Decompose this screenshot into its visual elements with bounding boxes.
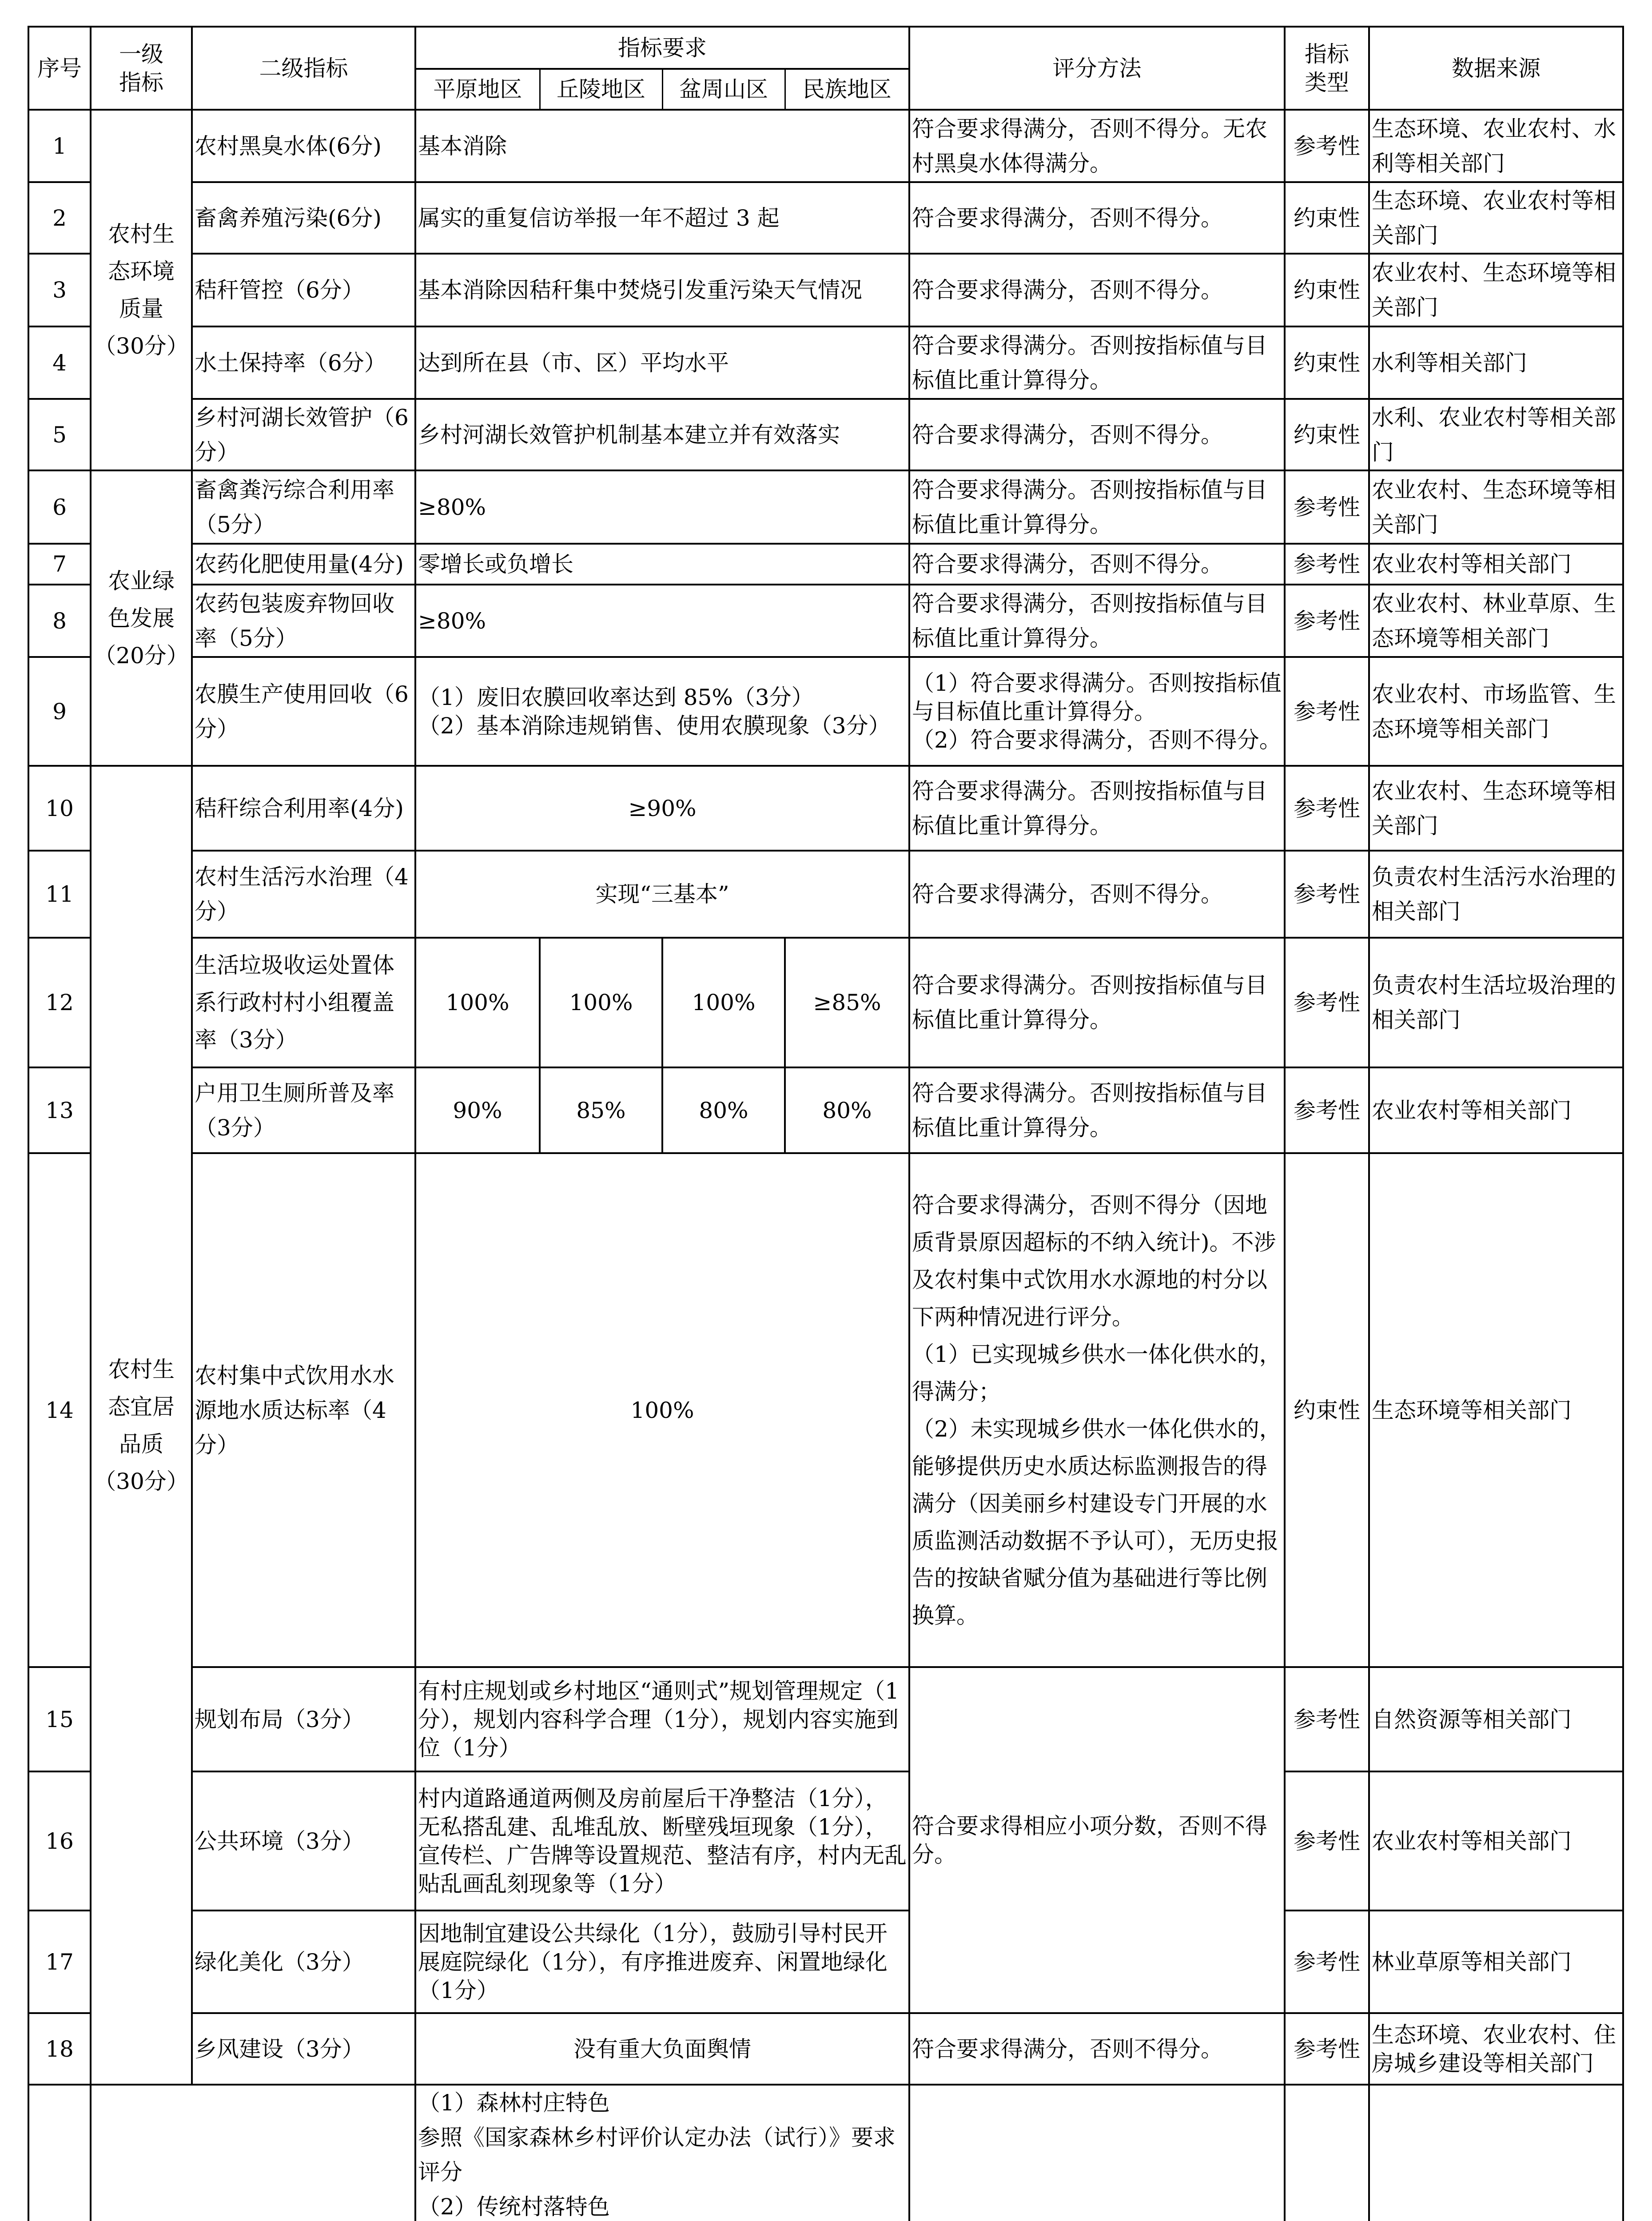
source-cell: 水利等相关部门 [1369,326,1623,399]
table-row [28,326,1623,399]
source-cell: 农业农村、生态环境等相关部门 [1369,254,1623,326]
type-cell: 参考性 [1285,1067,1369,1153]
type-cell: 参考性 [1285,585,1369,657]
table-row [28,544,1623,585]
type-cell: 参考性 [1285,1911,1369,2013]
type-cell: 约束性 [1285,1153,1369,1667]
method-cell: 符合要求得满分，否则不得分。 [909,2013,1285,2085]
row-number: 9 [28,657,91,766]
table-row [28,766,1623,851]
method-cell: 符合要求得满分，否则不得分。 [909,544,1285,585]
type-cell: 约束性 [1285,182,1369,254]
row-number: 12 [28,938,91,1067]
method-cell: 符合要求得满分，否则不得分。 [909,851,1285,938]
method-cell: 符合要求得满分，否则按指标值与目标值比重计算得分。 [909,585,1285,657]
source-cell: 农业农村、市场监管、生态环境等相关部门 [1369,657,1623,766]
requirement-cell: 基本消除 [415,110,909,182]
type-cell: 参考性 [1285,1771,1369,1911]
region-plain-value: 100% [415,938,540,1067]
method-cell: 符合要求得满分，否则不得分。 [909,182,1285,254]
requirement-cell: 有村庄规划或乡村地区“通则式”规划管理规定（1分），规划内容科学合理（1分），规划内容实施到位（1分） [415,1667,909,1771]
indicator-cell: 规划布局（3分） [192,1667,415,1771]
type-cell: 参考性 [1285,470,1369,544]
header-level1: 一级 指标 [91,27,192,110]
region-plain-value: 90% [415,1067,540,1153]
header-seq: 序号 [28,27,91,110]
requirement-cell: 达到所在县（市、区）平均水平 [415,326,909,399]
indicator-cell: 秸秆综合利用率(4分) [192,766,415,851]
source-cell: 林业草原等相关部门 [1369,1911,1623,2013]
type-cell: 参考性 [1285,1667,1369,1771]
row-number: 13 [28,1067,91,1153]
type-cell: 约束性 [1285,399,1369,470]
requirement-cell: 没有重大负面舆情 [415,2013,909,2085]
header-row-1 [28,27,1623,69]
table-row [28,182,1623,254]
indicator-cell: 畜禽粪污综合利用率（5分） [192,470,415,544]
requirement-cell: ≥90% [415,766,909,851]
type-cell: 约束性 [1285,326,1369,399]
table-row [28,2013,1623,2085]
header-region-basin-mountain: 盆周山区 [662,69,785,110]
method-cell: 符合要求得满分。否则按指标值与目标值比重计算得分。 [909,326,1285,399]
group-label: 农村生 态宜居 品质 （30分） [91,766,192,2085]
indicator-cell: 公共环境（3分） [192,1771,415,1911]
source-cell: 农业农村等相关部门 [1369,1067,1623,1153]
requirement-cell: 100% [415,1153,909,1667]
source-cell: 农业农村、生态环境等相关部门 [1369,470,1623,544]
row-number: 16 [28,1771,91,1911]
method-cell: 符合要求得满分。否则按指标值与目标值比重计算得分。 [909,766,1285,851]
type-cell [1285,2085,1369,2221]
row-number: 2 [28,182,91,254]
requirement-cell: 实现“三基本” [415,851,909,938]
source-cell: 农业农村等相关部门 [1369,1771,1623,1911]
region-basin-mountain-value: 100% [662,938,785,1067]
source-cell: 负责农村生活污水治理的相关部门 [1369,851,1623,938]
requirement-cell: 属实的重复信访举报一年不超过 3 起 [415,182,909,254]
requirement-cell: 基本消除因秸秆集中焚烧引发重污染天气情况 [415,254,909,326]
source-cell [1369,2085,1623,2221]
header-requirement: 指标要求 [415,27,909,69]
source-cell: 负责农村生活垃圾治理的相关部门 [1369,938,1623,1067]
source-cell: 生态环境、农业农村、水利等相关部门 [1369,110,1623,182]
indicator-cell: 绿化美化（3分） [192,1911,415,2013]
requirement-cell: 村内道路通道两侧及房前屋后干净整洁（1分），无私搭乱建、乱堆乱放、断壁残垣现象（1分），宣传栏、广告牌等设置规范、整洁有序，村内无乱贴乱画乱刻现象等（1分） [415,1771,909,1911]
source-cell: 农业农村、生态环境等相关部门 [1369,766,1623,851]
row-number: 18 [28,2013,91,2085]
table-row [28,657,1623,766]
type-cell: 参考性 [1285,544,1369,585]
table-row [28,1667,1623,1771]
region-ethnic-value: 80% [785,1067,909,1153]
indicator-cell: 农膜生产使用回收（6分） [192,657,415,766]
source-cell: 生态环境等相关部门 [1369,1153,1623,1667]
table-row [28,2085,1623,2221]
row-number: 10 [28,766,91,851]
group-label: 农村生 态环境 质量 （30分） [91,110,192,470]
header-type: 指标 类型 [1285,27,1369,110]
requirement-cell: （1）森林村庄特色 参照《国家森林乡村评价认定办法（试行）》要求评分 （2）传统村落特色 [415,2085,909,2221]
evaluation-table [28,26,1624,2221]
table-row [28,1067,1623,1153]
header-method: 评分方法 [909,27,1285,110]
indicator-cell: 秸秆管控（6分） [192,254,415,326]
method-cell [909,2085,1285,2221]
source-cell: 农业农村等相关部门 [1369,544,1623,585]
table-row [28,110,1623,182]
requirement-cell: ≥80% [415,470,909,544]
indicator-cell [91,2085,415,2221]
row-number: 17 [28,1911,91,2013]
method-cell: 符合要求得满分。否则按指标值与目标值比重计算得分。 [909,938,1285,1067]
header-region-ethnic: 民族地区 [785,69,909,110]
indicator-cell: 水土保持率（6分） [192,326,415,399]
indicator-cell: 乡风建设（3分） [192,2013,415,2085]
requirement-cell: ≥80% [415,585,909,657]
indicator-cell: 乡村河湖长效管护（6分） [192,399,415,470]
indicator-cell: 农药包装废弃物回收率（5分） [192,585,415,657]
group-label: 农业绿 色发展 （20分） [91,470,192,766]
table-row [28,1771,1623,1911]
type-cell: 参考性 [1285,657,1369,766]
indicator-cell: 农药化肥使用量(4分) [192,544,415,585]
method-cell: 符合要求得满分，否则不得分（因地质背景原因超标的不纳入统计)。不涉及农村集中式饮用水水源地的村分以下两种情况进行评分。 （1）已实现城乡供水一体化供水的，得满分； （2）未实现城乡供水一体化供水的，能够提供历史水质达标监测报告的得满分（因美丽乡村建设专门开展的水质监测活动数据不予认可），无历史报告的按缺省赋分值为基础进行等比例换算。 [909,1153,1285,1667]
requirement-cell: 乡村河湖长效管护机制基本建立并有效落实 [415,399,909,470]
type-cell: 约束性 [1285,254,1369,326]
type-cell: 参考性 [1285,938,1369,1067]
row-number: 11 [28,851,91,938]
type-cell: 参考性 [1285,2013,1369,2085]
method-cell: 符合要求得满分，否则不得分。 [909,254,1285,326]
table-row [28,254,1623,326]
method-cell: （1）符合要求得满分。否则按指标值与目标值比重计算得分。 （2）符合要求得满分，否则不得分。 [909,657,1285,766]
table-row [28,1153,1623,1667]
table-row [28,851,1623,938]
region-hill-value: 85% [540,1067,662,1153]
row-number [28,2085,91,2221]
source-cell: 农业农村、林业草原、生态环境等相关部门 [1369,585,1623,657]
source-cell: 生态环境、农业农村等相关部门 [1369,182,1623,254]
region-hill-value: 100% [540,938,662,1067]
header-source: 数据来源 [1369,27,1623,110]
type-cell: 参考性 [1285,110,1369,182]
method-cell: 符合要求得相应小项分数，否则不得分。 [909,1667,1285,2013]
method-cell: 符合要求得满分。否则按指标值与目标值比重计算得分。 [909,470,1285,544]
indicator-cell: 户用卫生厕所普及率（3分） [192,1067,415,1153]
row-number: 4 [28,326,91,399]
header-level2: 二级指标 [192,27,415,110]
header-region-hill: 丘陵地区 [540,69,662,110]
indicator-cell: 畜禽养殖污染(6分) [192,182,415,254]
header-region-plain: 平原地区 [415,69,540,110]
indicator-cell: 农村黑臭水体(6分) [192,110,415,182]
region-ethnic-value: ≥85% [785,938,909,1067]
source-cell: 自然资源等相关部门 [1369,1667,1623,1771]
indicator-cell: 生活垃圾收运处置体系行政村村小组覆盖率（3分） [192,938,415,1067]
method-cell: 符合要求得满分。否则按指标值与目标值比重计算得分。 [909,1067,1285,1153]
requirement-cell: （1）废旧农膜回收率达到 85%（3分） （2）基本消除违规销售、使用农膜现象（3分） [415,657,909,766]
requirement-cell: 因地制宜建设公共绿化（1分），鼓励引导村民开展庭院绿化（1分），有序推进废弃、闲置地绿化（1分） [415,1911,909,2013]
source-cell: 生态环境、农业农村、住房城乡建设等相关部门 [1369,2013,1623,2085]
indicator-cell: 农村生活污水治理（4分） [192,851,415,938]
requirement-cell: 零增长或负增长 [415,544,909,585]
indicator-cell: 农村集中式饮用水水源地水质达标率（4分） [192,1153,415,1667]
table-row [28,470,1623,544]
table-row [28,585,1623,657]
row-number: 5 [28,399,91,470]
row-number: 1 [28,110,91,182]
row-number: 6 [28,470,91,544]
source-cell: 水利、农业农村等相关部门 [1369,399,1623,470]
row-number: 7 [28,544,91,585]
row-number: 3 [28,254,91,326]
row-number: 14 [28,1153,91,1667]
region-basin-mountain-value: 80% [662,1067,785,1153]
type-cell: 参考性 [1285,766,1369,851]
row-number: 8 [28,585,91,657]
row-number: 15 [28,1667,91,1771]
method-cell: 符合要求得满分，否则不得分。 [909,399,1285,470]
method-cell: 符合要求得满分，否则不得分。无农村黑臭水体得满分。 [909,110,1285,182]
type-cell: 参考性 [1285,851,1369,938]
table-row [28,399,1623,470]
table-row [28,938,1623,1067]
table-row [28,1911,1623,2013]
